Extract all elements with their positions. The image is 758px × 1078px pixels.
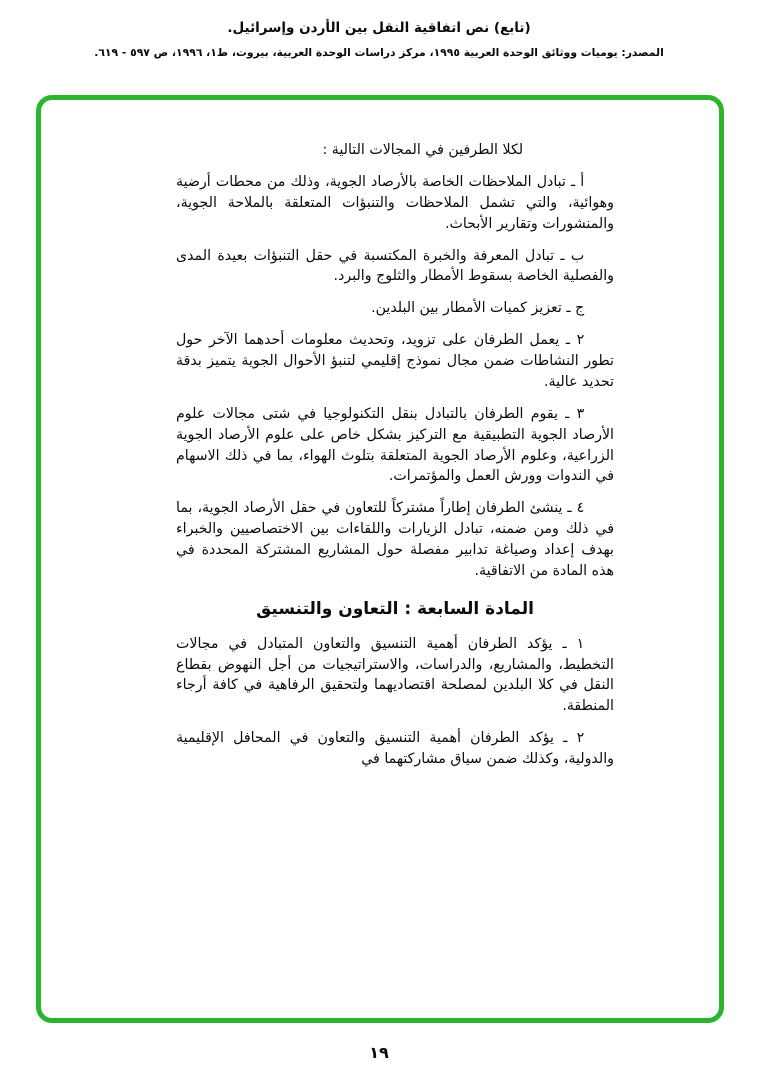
clause-2: ٢ ـ يعمل الطرفان على تزويد، وتحديث معلومات أحدهما الآخر حول تطور النشاطات ضمن مجال نموذج إقليمي لتنبؤ الأحوال الجوية يتميز بدقة تحديد عالية. [176, 332, 614, 390]
page-number: ١٩ [369, 1043, 389, 1062]
article-seven-clause-1: ١ ـ يؤكد الطرفان أهمية التنسيق والتعاون المتبادل في مجالات التخطيط، والمشاريع، والدراسات، والاستراتيجيات من أجل النهوض بقطاع النقل في كلا البلدين لمصلحة اقتصاديهما ولتحقيق الرفاهية في كافة أرجاء المنطقة. [176, 635, 614, 715]
page-header [0, 0, 758, 59]
green-border-frame [36, 95, 724, 1023]
source-line: المصدر: يوميات ووثائق الوحدة العربية ١٩٩٥، مركز دراسات الوحدة العربية، بيروت، ط١، ١٩٩٦، ص ٥٩٧ - ٦١٩. [94, 46, 664, 59]
article-seven-clause-2: ٢ ـ يؤكد الطرفان أهمية التنسيق والتعاون في المحافل الإقليمية والدولية، وكذلك ضمن سياق مشاركتهما في [176, 730, 614, 768]
list-item-c: ج ـ تعزيز كميات الأمطار بين البلدين. [371, 300, 585, 317]
text-column [176, 140, 614, 781]
clause-3: ٣ ـ يقوم الطرفان بالتبادل بنقل التكنولوجيا في شتى مجالات علوم الأرصاد الجوية التطبيقية مع التركيز بشكل خاص على علوم الأرصاد الجوية الزراعية، وعلوم الأرصاد الجوية المتعلقة بتلوث الهواء، بما في ذلك الاسهام في الندوات وورش العمل والمؤتمرات. [176, 405, 614, 485]
intro-line: لكلا الطرفين في المجالات التالية : [322, 142, 524, 158]
article-seven-heading: المادة السابعة : التعاون والتنسيق [256, 598, 534, 619]
document-title: (تابع) نص اتفاقية النقل بين الأردن وإسرائيل. [227, 20, 531, 36]
list-item-a: أ ـ تبادل الملاحظات الخاصة بالأرصاد الجوية، وذلك من محطات أرضية وهوائية، والتي تشمل الملاحظات والتنبؤات المتعلقة بالملاحة الجوية، والمنشورات وتقارير الأبحاث. [176, 173, 614, 232]
list-item-b: ب ـ تبادل المعرفة والخبرة المكتسبة في حقل التنبؤات بعيدة المدى والفصلية الخاصة بسقوط الأمطار والثلوج والبرد. [176, 247, 614, 285]
clause-4: ٤ ـ ينشئ الطرفان إطاراً مشتركاً للتعاون في حقل الأرصاد الجوية، بما في ذلك ومن ضمنه، تبادل الزيارات واللقاءات بين الاختصاصيين والخبراء بهدف إعداد وصياغة تدابير مفصلة حول المشاريع المشتركة المحددة في هذه المادة من الاتفاقية. [176, 500, 614, 579]
